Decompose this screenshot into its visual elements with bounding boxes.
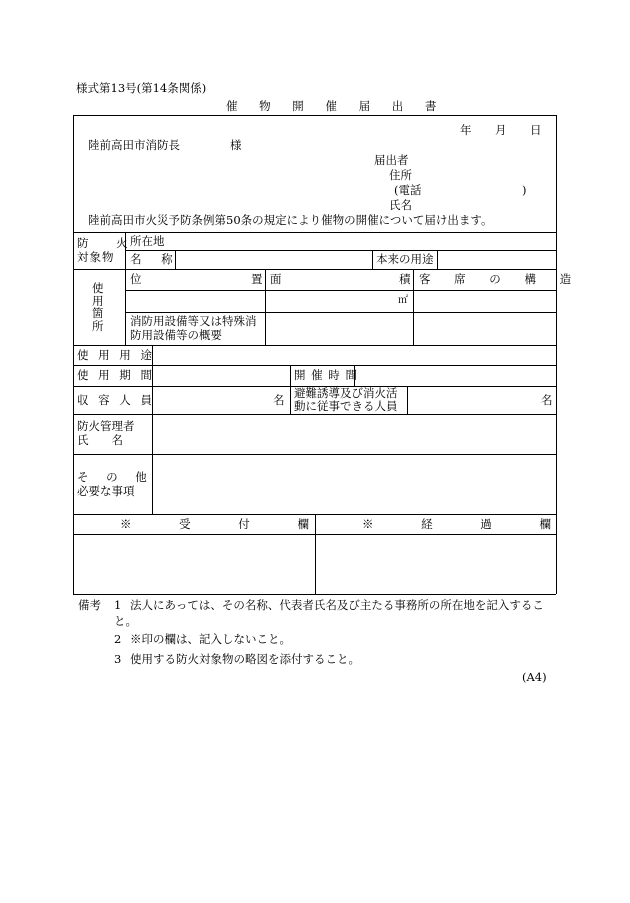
target-label-line2: 対象物	[77, 250, 115, 264]
date-month: 月	[495, 123, 507, 137]
col-line	[413, 269, 414, 345]
period-label: 使 用 期 間	[77, 368, 155, 382]
usage-place-char2: 用	[92, 294, 104, 308]
honorific: 様	[230, 138, 242, 152]
staff-label-line2: 動に従事できる人員	[294, 399, 398, 413]
row-line	[125, 250, 556, 251]
area-label-end: 積	[399, 272, 411, 286]
note-2-text: ※印の欄は、記入しないこと。	[130, 632, 291, 646]
area-label-start: 面	[270, 272, 282, 286]
note-3-number: 3	[114, 652, 122, 666]
address-label: 住所	[389, 168, 412, 182]
fire-manager-label-line2: 氏 名	[77, 433, 123, 447]
capacity-label: 収 容 人 員	[77, 393, 155, 407]
hours-label: 開 催 時 間	[294, 368, 358, 382]
area-unit: ㎡	[398, 295, 408, 306]
phone-label: (電話	[394, 183, 422, 197]
usage-place-char3: 箇	[92, 306, 104, 320]
note-1-text: 法人にあっては、その名称、代表者氏名及び主たる事務所の所在地を記入するこ	[130, 598, 544, 612]
notifier-label: 届出者	[374, 153, 409, 167]
note-1-text-cont: と。	[114, 614, 137, 628]
progress-header: ※ 経 過 欄	[362, 517, 573, 531]
col-line	[407, 386, 408, 414]
location-label: 所在地	[130, 234, 165, 248]
equipment-label-line1: 消防用設備等又は特殊消	[130, 314, 257, 328]
row-line	[125, 290, 556, 291]
date-year: 年	[460, 123, 472, 137]
row-line	[73, 414, 556, 415]
name-label: 氏名	[389, 198, 412, 212]
row-line	[73, 345, 556, 346]
table-border-bottom	[73, 594, 556, 595]
statement: 陸前高田市火災予防条例第50条の規定により催物の開催について届け出ます。	[88, 213, 493, 227]
table-border-top	[73, 115, 556, 116]
row-line	[73, 454, 556, 455]
notes-label: 備考	[78, 598, 101, 612]
col-line	[437, 250, 438, 269]
purpose-label: 使 用 用 途	[77, 348, 155, 362]
form-number: 様式第13号(第14条関係)	[76, 81, 207, 95]
original-use-label: 本来の用途	[376, 252, 434, 266]
usage-place-char4: 所	[92, 319, 104, 333]
other-label-line1: そ の 他	[77, 470, 154, 484]
note-1-number: 1	[114, 598, 122, 612]
reception-header: ※ 受 付 欄	[120, 517, 331, 531]
fire-manager-label-line1: 防火管理者	[77, 419, 135, 433]
phone-close: )	[522, 183, 527, 197]
staff-label-line1: 避難誘導及び消火活	[294, 386, 398, 400]
paper-size: (A4)	[522, 670, 547, 684]
seating-structure-label: 客 席 の 構 造	[419, 272, 582, 286]
note-2-number: 2	[114, 632, 122, 646]
row-line	[73, 269, 556, 270]
date-day: 日	[530, 123, 542, 137]
position-label-end: 置	[251, 272, 263, 286]
col-line	[265, 269, 266, 345]
note-3-text: 使用する防火対象物の略図を添付すること。	[130, 652, 360, 666]
position-label-start: 位	[130, 272, 142, 286]
page-title: 催 物 開 催 届 出 書	[226, 99, 446, 113]
target-label-line1: 防 火	[77, 236, 140, 250]
usage-place-char1: 使	[92, 281, 104, 295]
equipment-label-line2: 防用設備等の概要	[130, 328, 222, 342]
row-line	[73, 365, 556, 366]
col-line	[372, 250, 373, 269]
row-line	[125, 312, 556, 313]
row-line	[73, 232, 556, 233]
table-border-left	[73, 115, 74, 594]
staff-unit: 名	[541, 393, 553, 407]
other-label-line2: 必要な事項	[77, 484, 135, 498]
capacity-unit: 名	[273, 393, 285, 407]
col-line	[290, 365, 291, 414]
target-name-label: 名 称	[130, 252, 181, 266]
addressee: 陸前高田市消防長	[88, 138, 180, 152]
